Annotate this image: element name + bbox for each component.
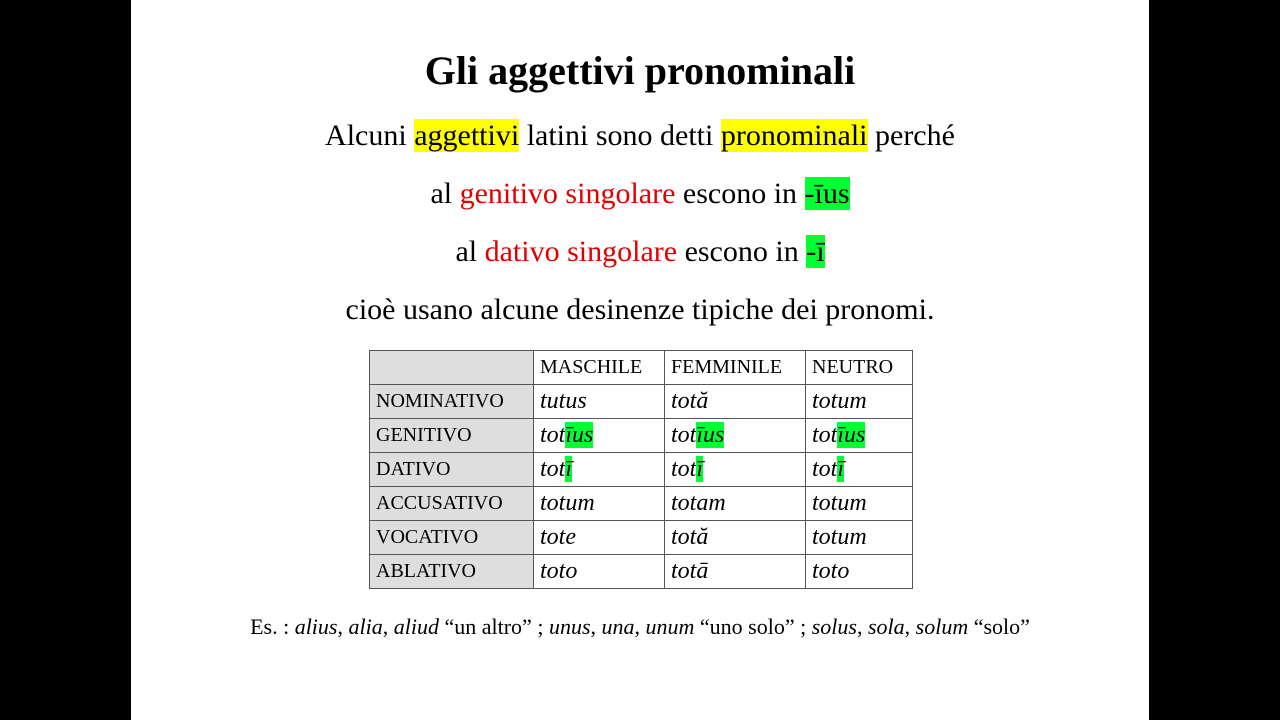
form-stem: tote bbox=[540, 524, 576, 550]
form-cell bbox=[806, 419, 913, 453]
form-stem: totum bbox=[540, 490, 595, 516]
form-stem: tot bbox=[671, 456, 697, 482]
example-word: unum bbox=[645, 614, 695, 639]
form-cell bbox=[665, 453, 806, 487]
intro-line-2 bbox=[131, 175, 1149, 213]
form-stem: tot bbox=[540, 456, 566, 482]
form-cell bbox=[806, 487, 913, 521]
form-ending: īus bbox=[565, 422, 594, 448]
form-stem: tutus bbox=[540, 388, 587, 414]
form-stem: totā bbox=[671, 558, 709, 584]
text: perché bbox=[867, 119, 955, 152]
example-word: unus bbox=[548, 614, 591, 639]
text: escono in bbox=[675, 177, 805, 210]
form-stem: tot bbox=[812, 422, 838, 448]
form-ending: ī bbox=[696, 456, 704, 482]
form-stem: toto bbox=[540, 558, 578, 584]
form-cell bbox=[534, 385, 665, 419]
example-word: solum bbox=[915, 614, 969, 639]
form-cell bbox=[806, 555, 913, 589]
table-row bbox=[370, 487, 913, 521]
case-label: VOCATIVO bbox=[370, 521, 534, 555]
form-ending: ī bbox=[837, 456, 845, 482]
intro-line-3 bbox=[131, 233, 1149, 271]
form-cell bbox=[665, 419, 806, 453]
form-cell bbox=[806, 385, 913, 419]
slide-title: Gli aggettivi pronominali bbox=[424, 48, 856, 93]
text: escono in bbox=[677, 235, 807, 268]
case-label: ABLATIVO bbox=[370, 555, 534, 589]
form-cell bbox=[534, 453, 665, 487]
highlight-pronominali: pronominali bbox=[720, 119, 868, 152]
form-ending: ī bbox=[565, 456, 573, 482]
example-word: sola bbox=[867, 614, 905, 639]
text: al bbox=[430, 177, 460, 210]
example-word: solus bbox=[811, 614, 857, 639]
text: Alcuni bbox=[325, 119, 415, 152]
case-label: GENITIVO bbox=[370, 419, 534, 453]
form-ending: īus bbox=[696, 422, 725, 448]
table-row bbox=[370, 555, 913, 589]
form-cell bbox=[665, 555, 806, 589]
form-stem: totum bbox=[812, 490, 867, 516]
example-gloss: “uno solo” bbox=[699, 614, 795, 639]
text: latini sono detti bbox=[519, 119, 721, 152]
form-stem: totum bbox=[812, 388, 867, 414]
example-word: aliud bbox=[393, 614, 439, 639]
form-ending: īus bbox=[837, 422, 866, 448]
form-cell bbox=[665, 487, 806, 521]
highlight-aggettivi: aggettivi bbox=[414, 119, 520, 152]
form-cell bbox=[806, 453, 913, 487]
table-header-row bbox=[370, 351, 913, 385]
example-prefix: Es. : bbox=[250, 614, 295, 639]
case-label: NOMINATIVO bbox=[370, 385, 534, 419]
form-stem: totam bbox=[671, 490, 726, 516]
example-word: alius bbox=[294, 614, 338, 639]
intro-line-1 bbox=[131, 117, 1149, 155]
header-empty bbox=[370, 351, 534, 385]
form-cell bbox=[534, 555, 665, 589]
case-label: DATIVO bbox=[370, 453, 534, 487]
case-label: ACCUSATIVO bbox=[370, 487, 534, 521]
form-cell bbox=[806, 521, 913, 555]
intro-line-4: cioè usano alcune desinenze tipiche dei pronomi. bbox=[345, 293, 935, 326]
form-stem: totă bbox=[671, 388, 709, 414]
table-row bbox=[370, 453, 913, 487]
header-maschile: MASCHILE bbox=[534, 351, 665, 385]
example-line: Es. : alius, alia, aliud “un altro” ; unus, una, unum “uno solo” ; solus, sola, solum “solo” bbox=[250, 614, 1030, 639]
ending-ius: -īus bbox=[804, 177, 850, 210]
table-row bbox=[370, 385, 913, 419]
form-stem: tot bbox=[812, 456, 838, 482]
table-row bbox=[370, 521, 913, 555]
form-cell bbox=[534, 419, 665, 453]
red-dativo-singolare: dativo singolare bbox=[484, 235, 678, 268]
form-stem: totum bbox=[812, 524, 867, 550]
ending-i: -ī bbox=[806, 235, 825, 268]
form-cell bbox=[665, 521, 806, 555]
header-femminile: FEMMINILE bbox=[665, 351, 806, 385]
example-gloss: “un altro” bbox=[444, 614, 532, 639]
header-neutro: NEUTRO bbox=[806, 351, 913, 385]
form-cell bbox=[534, 521, 665, 555]
example-word: alia bbox=[348, 614, 383, 639]
form-stem: totă bbox=[671, 524, 709, 550]
slide bbox=[131, 0, 1149, 720]
red-genitivo-singolare: genitivo singolare bbox=[459, 177, 676, 210]
form-stem: tot bbox=[671, 422, 697, 448]
form-cell bbox=[665, 385, 806, 419]
form-cell bbox=[534, 487, 665, 521]
form-stem: toto bbox=[812, 558, 850, 584]
example-word: una bbox=[601, 614, 635, 639]
form-stem: tot bbox=[540, 422, 566, 448]
table-row bbox=[370, 419, 913, 453]
declension-table bbox=[369, 350, 913, 589]
text: al bbox=[455, 235, 485, 268]
example-gloss: “solo” bbox=[973, 614, 1030, 639]
